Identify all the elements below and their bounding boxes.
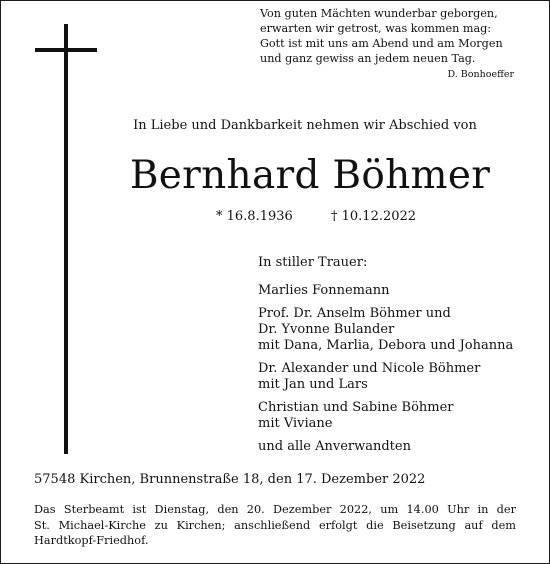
mourners-list	[258, 255, 543, 462]
address-line: 57548 Kirchen, Brunnenstraße 18, den 17. Dezember 2022	[34, 472, 426, 487]
mourner-line: Christian und Sabine Böhmer	[258, 400, 454, 415]
quote-line: erwarten wir getrost, was kommen mag:	[260, 22, 492, 35]
mourner-line: Marlies Fonnemann	[258, 283, 390, 298]
mourner-group	[258, 439, 543, 455]
quote-author: D. Bonhoeffer	[447, 69, 514, 80]
mourner-group	[258, 361, 543, 393]
quote-line: und ganz gewiss an jedem neuen Tag.	[260, 52, 476, 65]
quote-line: Von guten Mächten wunderbar geborgen,	[260, 7, 498, 20]
mourner-line: mit Dana, Marlia, Debora und Johanna	[258, 338, 514, 353]
service-line: Hardtkopf-Friedhof.	[34, 534, 149, 547]
birth-date: * 16.8.1936	[216, 209, 293, 224]
farewell-intro: In Liebe und Dankbarkeit nehmen wir Abschied von	[133, 118, 477, 133]
mourner-group	[258, 283, 543, 299]
mourner-line: mit Viviane	[258, 416, 333, 431]
mourner-line: und alle Anverwandten	[258, 439, 411, 454]
mourner-line: Prof. Dr. Anselm Böhmer und	[258, 306, 451, 321]
cross-icon	[64, 24, 68, 454]
death-date: † 10.12.2022	[331, 209, 417, 224]
bonhoeffer-quote	[260, 6, 515, 82]
service-info	[34, 502, 516, 549]
cross-icon-bar	[35, 48, 97, 52]
mourners-heading: In stiller Trauer:	[258, 255, 368, 270]
mourner-group	[258, 400, 543, 432]
quote-line: Gott ist mit uns am Abend und am Morgen	[260, 37, 503, 50]
mourner-line: Dr. Alexander und Nicole Böhmer	[258, 361, 481, 376]
deceased-name: Bernhard Böhmer	[129, 153, 491, 198]
service-line: St. Michael-Kirche zu Kirchen; anschließend erfolgt die Beisetzung auf dem	[34, 518, 516, 532]
mourner-line: Dr. Yvonne Bulander	[258, 322, 395, 337]
mourner-line: mit Jan und Lars	[258, 377, 368, 392]
mourner-group	[258, 306, 543, 354]
service-line: Das Sterbeamt ist Dienstag, den 20. Dezember 2022, um 14.00 Uhr in der	[34, 503, 516, 516]
